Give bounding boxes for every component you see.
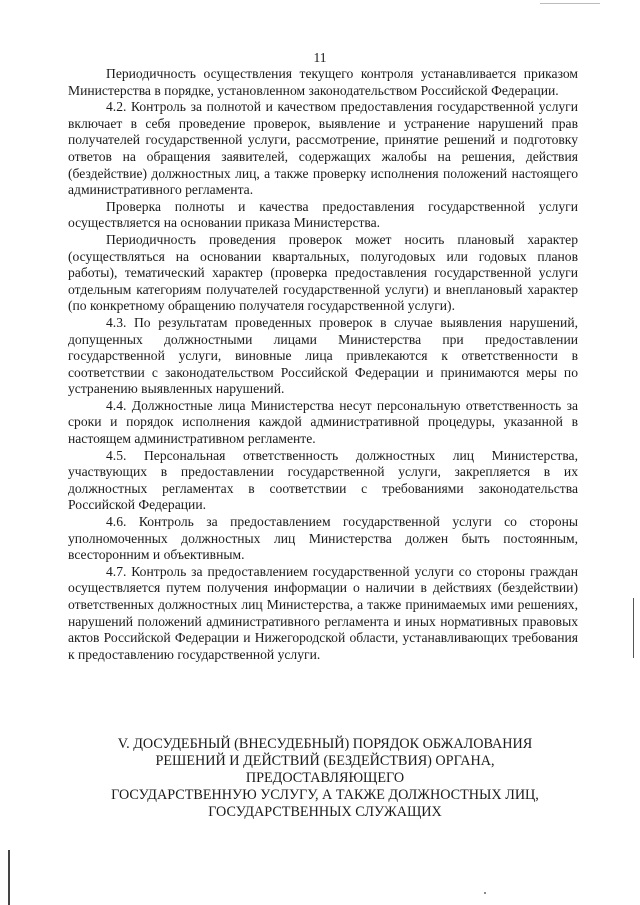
paragraph: 4.4. Должностные лица Министерства несут персональную ответственность за сроки и порядок исполнения каждой административной процедуры, указанной в настоящем административном регламенте. <box>68 397 578 447</box>
section-heading-line: РЕШЕНИЙ И ДЕЙСТВИЙ (БЕЗДЕЙСТВИЯ) ОРГАНА, <box>155 753 495 769</box>
paragraph: 4.6. Контроль за предоставлением государственной услуги со стороны уполномоченных должностных лиц Министерства должен быть постоянным, всесторонним и объективным. <box>68 514 578 563</box>
paragraph: 4.5. Персональная ответственность должностных лиц Министерства, участвующих в предоставлении государственной услуги, закрепляется в их должностных регламентах в соответствии с требованиями законодательства Российской Федерации. <box>68 447 578 513</box>
section-heading-line: ПРЕДОСТАВЛЯЮЩЕГО <box>245 770 405 786</box>
page-number: 11 <box>313 50 327 65</box>
section-heading-line: ГОСУДАРСТВЕННУЮ УСЛУГУ, А ТАКЖЕ ДОЛЖНОСТНЫХ ЛИЦ, <box>111 787 539 803</box>
scan-artifact-left-edge <box>8 850 10 905</box>
paragraph: Периодичность осуществления текущего контроля устанавливается приказом Министерства в порядке, установленном законодательством Российской Федерации. <box>68 66 578 98</box>
body-text <box>68 66 578 663</box>
section-heading-line: V. ДОСУДЕБНЫЙ (ВНЕСУДЕБНЫЙ) ПОРЯДОК ОБЖАЛОВАНИЯ <box>117 736 533 752</box>
section-heading-line: ГОСУДАРСТВЕННЫХ СЛУЖАЩИХ <box>208 804 442 820</box>
scan-artifact-right-edge <box>633 598 634 658</box>
section-heading <box>70 736 580 821</box>
paragraph: 4.2. Контроль за полнотой и качеством предоставления государственной услуги включает в себя проведение проверок, выявление и устранение нарушений прав получателей государственной услуги, рассмотрение, принятие решений и подготовку ответов на обращения заявителей, содержащих жалобы на решения, действия (бездействие) должностных лиц, а также проверку исполнения положений настоящего административного регламента. <box>68 99 578 198</box>
paragraph: 4.7. Контроль за предоставлением государственной услуги со стороны граждан осуществляется путем получения информации о наличии в действиях (бездействии) ответственных должностных лиц Министерства, а также принимаемых ими решениях, нарушений положений административного регламента и иных нормативных правовых актов Российской Федерации и Нижегородской области, устанавливающих требования к предоставлению государственной услуги. <box>68 563 578 662</box>
scan-artifact-dot <box>484 892 486 894</box>
paragraph: Периодичность проведения проверок может носить плановый характер (осуществляться на основании квартальных, полугодовых или годовых планов работы), тематический характер (проверка предоставления государственной услуги отдельным категориям получателей государственной услуги) и внеплановый характер (по конкретному обращению получателя государственной услуги). <box>68 231 578 314</box>
paragraph: Проверка полноты и качества предоставления государственной услуги осуществляется на основании приказа Министерства. <box>68 198 578 231</box>
scan-artifact-top <box>540 3 600 4</box>
paragraph: 4.3. По результатам проведенных проверок в случае выявления нарушений, допущенных должностными лицами Министерства при предоставлении государственной услуги, виновные лица привлекаются к ответственности в соответствии с законодательством Российской Федерации и принимаются меры по устранению выявленных нарушений. <box>68 314 578 397</box>
